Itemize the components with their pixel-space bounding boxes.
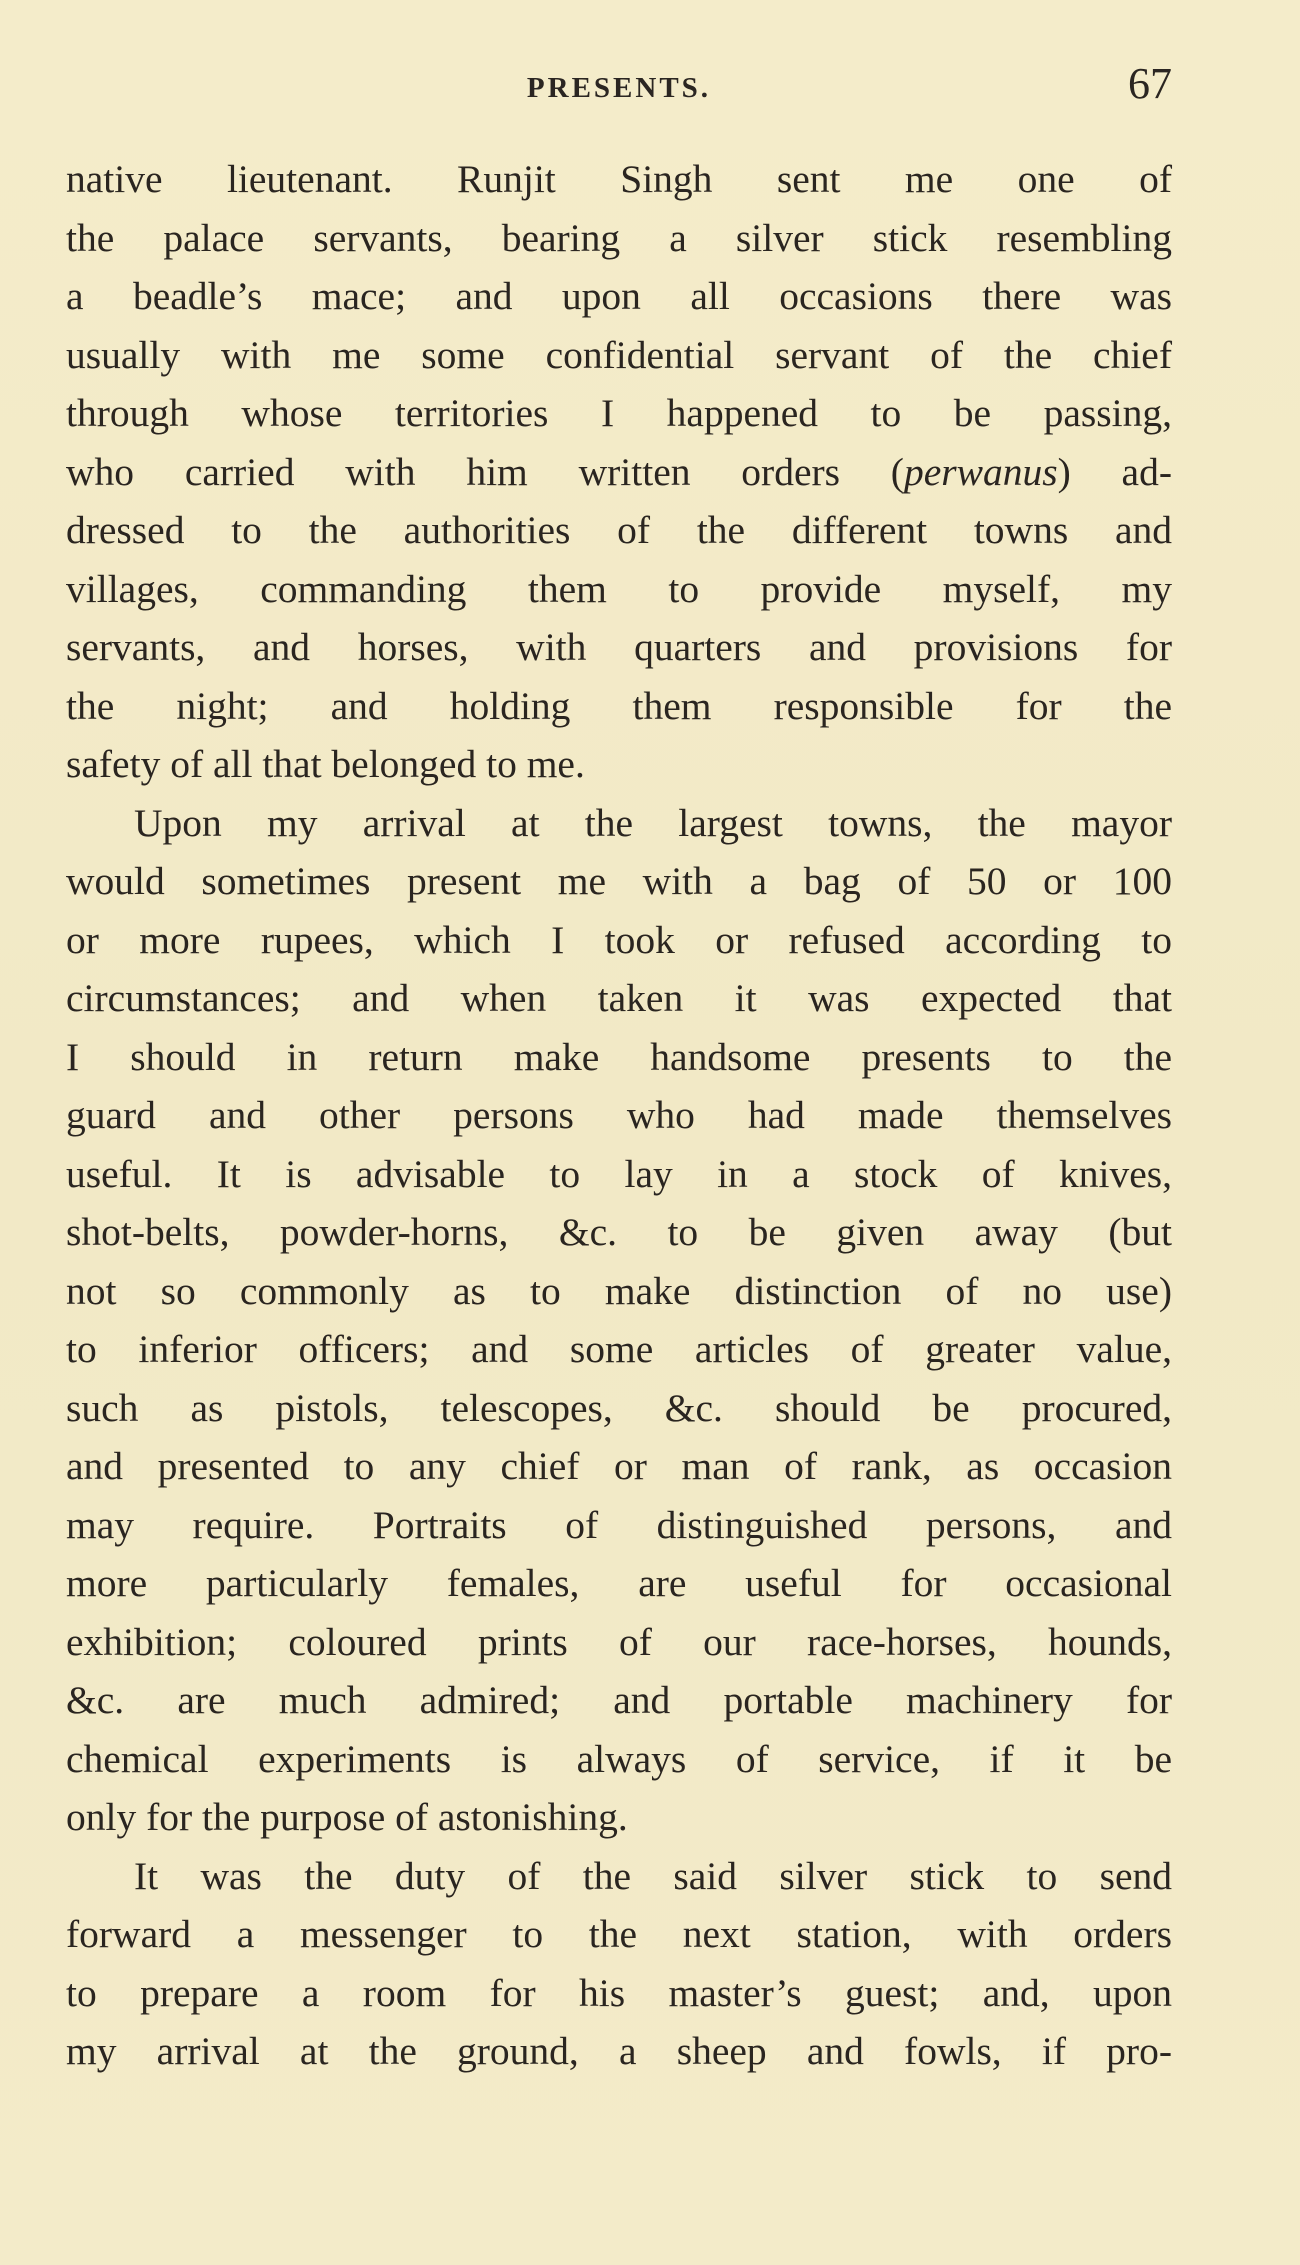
text-line: through whose territories I happened to be passing, — [66, 391, 1172, 435]
text-line: useful. It is advisable to lay in a stock of knives, — [66, 1151, 1172, 1196]
text-line — [66, 443, 1172, 502]
text-line: only for the purpose of astonishing. — [66, 1795, 628, 1839]
text-line: not so commonly as to make distinction of no use) — [66, 1268, 1172, 1313]
running-head: PRESENTS. — [526, 72, 712, 104]
italic-word: perwanus — [903, 449, 1058, 494]
text-run: ) ad- — [1057, 449, 1172, 494]
text-line: the palace servants, bearing a silver stick resembling — [66, 215, 1172, 260]
text-line: such as pistols, telescopes, &c. should be procured, — [66, 1385, 1172, 1430]
text-line: circumstances; and when taken it was expected that — [66, 976, 1172, 1020]
text-line: chemical experiments is always of service, if it be — [66, 1736, 1172, 1781]
text-line: usually with me some confidential servant of the chief — [66, 332, 1172, 377]
text-line: forward a messenger to the next station, with orders — [66, 1912, 1172, 1956]
text-line: shot-belts, powder-horns, &c. to be given away (but — [66, 1210, 1172, 1254]
text-line: the night; and holding them responsible for the — [66, 683, 1172, 728]
text-line: I should in return make handsome presents to the — [66, 1034, 1172, 1079]
body-text — [66, 150, 1172, 2081]
text-line: native lieutenant. Runjit Singh sent me one of — [66, 157, 1172, 201]
page-number: 67 — [1128, 59, 1172, 108]
text-run: who carried with him written orders ( — [66, 449, 904, 494]
text-line: It was the duty of the said silver stick to send — [134, 1853, 1172, 1898]
text-line: may require. Portraits of distinguished persons, and — [66, 1502, 1172, 1547]
text-line: safety of all that belonged to me. — [66, 742, 585, 786]
text-line: would sometimes present me with a bag of 50 or 100 — [66, 859, 1172, 903]
text-line: to prepare a room for his master’s guest; and, upon — [66, 1970, 1172, 2015]
text-line: more particularly females, are useful for occasional — [66, 1561, 1172, 1605]
page-header — [66, 58, 1172, 118]
text-line: dressed to the authorities of the different towns and — [66, 508, 1172, 552]
text-line: guard and other persons who had made themselves — [66, 1093, 1172, 1137]
text-line: to inferior officers; and some articles of greater value, — [66, 1327, 1172, 1371]
text-line: exhibition; coloured prints of our race-horses, hounds, — [66, 1619, 1172, 1664]
text-line: Upon my arrival at the largest towns, the mayor — [134, 800, 1172, 845]
text-line: villages, commanding them to provide myself, my — [66, 566, 1172, 611]
text-line: a beadle’s mace; and upon all occasions there was — [66, 274, 1172, 318]
text-line: my arrival at the ground, a sheep and fowls, if pro- — [66, 2029, 1172, 2073]
text-line: &c. are much admired; and portable machinery for — [66, 1678, 1172, 1722]
text-line: or more rupees, which I took or refused according to — [66, 917, 1172, 962]
text-line: servants, and horses, with quarters and provisions for — [66, 625, 1172, 669]
text-line: and presented to any chief or man of rank, as occasion — [66, 1444, 1172, 1488]
